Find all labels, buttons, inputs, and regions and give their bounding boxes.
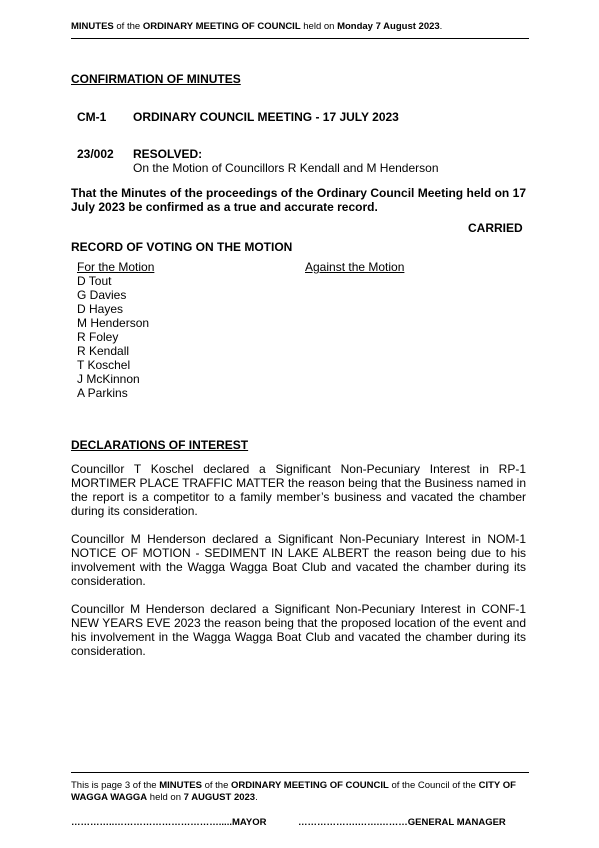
against-label: Against the Motion xyxy=(305,260,405,274)
voter: J McKinnon xyxy=(77,372,140,386)
page-footer xyxy=(71,780,531,804)
voter: G Davies xyxy=(77,288,127,302)
declaration-paragraph: Councillor M Henderson declared a Significant Non-Pecuniary Interest in NOM-1 NOTICE OF MOTION - SEDIMENT IN LAKE ALBERT the reason being due to his involvement with the Wagga Wagga Boat Club and vacated the chamber during its consideration. xyxy=(71,532,526,588)
declaration-paragraph: Councillor T Koschel declared a Significant Non-Pecuniary Interest in RP-1 MORTIMER PLACE TRAFFIC MATTER the reason being that the Business named in the report is a competitor to a family member’s business and vacated the chamber during its consideration. xyxy=(71,462,526,518)
for-label: For the Motion xyxy=(77,260,155,274)
voter: R Kendall xyxy=(77,344,130,358)
footer-meeting: ORDINARY MEETING OF COUNCIL xyxy=(231,780,389,791)
declarations-heading: DECLARATIONS OF INTEREST xyxy=(71,438,249,452)
resolution-number: 23/002 xyxy=(77,147,114,161)
voter: D Tout xyxy=(77,274,112,288)
confirmation-heading: CONFIRMATION OF MINUTES xyxy=(71,72,241,86)
footer-date: 7 AUGUST 2023 xyxy=(183,792,256,803)
footer-of: of the xyxy=(201,780,232,791)
header-divider xyxy=(71,38,529,39)
item-title: ORDINARY COUNCIL MEETING - 17 JULY 2023 xyxy=(133,110,399,124)
header-minutes: MINUTES xyxy=(71,21,114,32)
item-code: CM-1 xyxy=(77,110,107,124)
voter: T Koschel xyxy=(77,358,131,372)
for-column xyxy=(77,260,154,400)
page-header xyxy=(71,21,442,32)
footer-city: CITY OF WAGGA WAGGA xyxy=(71,780,516,803)
voter: D Hayes xyxy=(77,302,124,316)
header-of: of the xyxy=(113,21,143,32)
resolution-text: That the Minutes of the proceedings of the Ordinary Council Meeting held on 17 July 2023 be confirmed as a true and accurate record. xyxy=(71,186,526,214)
voting-heading: RECORD OF VOTING ON THE MOTION xyxy=(71,240,293,254)
header-meeting: ORDINARY MEETING OF COUNCIL xyxy=(142,21,301,32)
footer-divider xyxy=(71,772,529,773)
header-period: . xyxy=(439,21,443,32)
motion-of: On the Motion of Councillors R Kendall and M Henderson xyxy=(133,161,439,175)
mayor-signature-line: …………..…………………………….....MAYOR xyxy=(71,817,267,828)
carried-status: CARRIED xyxy=(468,221,523,235)
footer-period: . xyxy=(255,792,258,803)
voter: M Henderson xyxy=(77,316,150,330)
voter: A Parkins xyxy=(77,386,128,400)
footer-minutes: MINUTES xyxy=(159,780,202,791)
against-column xyxy=(305,260,404,274)
declaration-paragraph: Councillor M Henderson declared a Significant Non-Pecuniary Interest in CONF-1 NEW YEARS EVE 2023 the reason being that the proposed location of the event and his involvement in the Wagga Wagga Boat Club and vacated the chamber during its consideration. xyxy=(71,602,526,658)
header-date: Monday 7 August 2023 xyxy=(337,21,440,32)
footer-council-of: of the Council of the xyxy=(388,780,479,791)
resolved-label: RESOLVED: xyxy=(133,147,203,161)
header-held-on: held on xyxy=(300,21,338,32)
footer-held-on: held on xyxy=(147,792,184,803)
general-manager-signature-line: ……………….…….………GENERAL MANAGER xyxy=(298,817,506,828)
footer-page-text: This is page 3 of the xyxy=(71,780,160,791)
voter: R Foley xyxy=(77,330,119,344)
